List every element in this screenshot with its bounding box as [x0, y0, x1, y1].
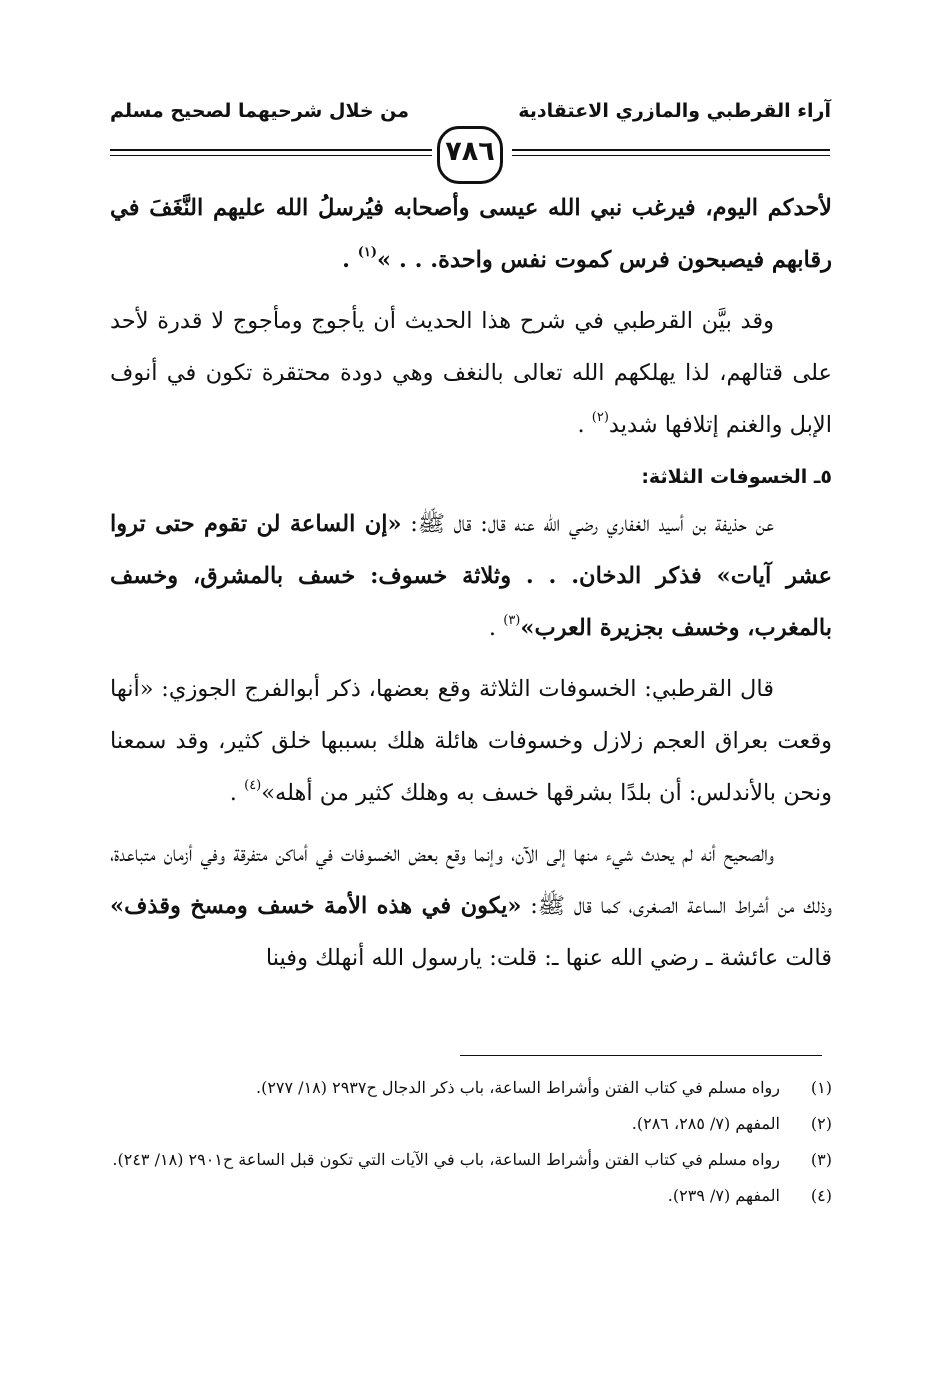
- paragraph-3: [110, 498, 832, 654]
- footnote-ref-3: (٣): [503, 613, 521, 628]
- footnote-ref-2: (٢): [591, 410, 609, 425]
- main-text: [110, 182, 832, 993]
- footnote-text: رواه مسلم في كتاب الفتن وأشراط الساعة، باب ذكر الدجال ح٢٩٣٧ (١٨/ ٢٧٧).: [255, 1078, 780, 1097]
- paragraph-4: [110, 663, 832, 819]
- hadith-quote-2: «يكون في هذه الأمة خسف ومسخ وقذف»: [110, 893, 522, 919]
- footnote-text: المفهم (٧/ ٢٨٥، ٢٨٦).: [631, 1114, 780, 1133]
- header-rule-left-top: [110, 149, 432, 151]
- footnote-4: [110, 1180, 832, 1211]
- footnote-ref-1: (١): [357, 245, 378, 260]
- footnote-ref-4: (٤): [244, 778, 262, 793]
- header-rule-left-bottom: [110, 155, 432, 156]
- paragraph-4-end: .: [229, 780, 237, 806]
- paragraph-4-text: قال القرطبي: الخسوفات الثلاثة وقع بعضها، ذكر أبوالفرج الجوزي: «أنها وقعت بعراق العجم زلازل وخسوفات هائلة هلك بسببها خلق كثير، وقد سمعنا ونحن بالأندلس: أن بلدًا بشرقها خسف به وهلك كثير من أهله»: [110, 676, 832, 806]
- running-header-book-title: آراء القرطبي والمازري الاعتقادية: [518, 100, 831, 122]
- header-rule-right-bottom: [512, 155, 830, 156]
- hadith-quote-1: «إن الساعة لن تقوم حتى تروا عشر آيات» فذكر الدخان. . . وثلاثة خسوف: خسف بالمشرق، وخسف بالمغرب، وخسف بجزيرة العرب»: [110, 511, 832, 641]
- footnote-3: [110, 1144, 832, 1175]
- footnote-2: [110, 1108, 832, 1139]
- paragraph-2-end: .: [577, 412, 585, 438]
- footnote-text: رواه مسلم في كتاب الفتن وأشراط الساعة، باب في الآيات التي تكون قبل الساعة ح٢٩٠١ (١٨/ ٢٤٣).: [112, 1150, 780, 1169]
- paragraph-3-end: .: [488, 615, 497, 641]
- footnote-text: المفهم (٧/ ٢٣٩).: [667, 1186, 780, 1205]
- running-header-subtitle: من خلال شرحيهما لصحيح مسلم: [110, 100, 410, 122]
- paragraph-2-text: وقد بيَّن القرطبي في شرح هذا الحديث أن يأجوج ومأجوج لا قدرة لأحد على قتالهم، لذا يهلكهم الله تعالى بالنغف وهي دودة محتقرة تكون في أنوف الإبل والغنم إتلافها شديد: [110, 308, 832, 438]
- footnote-number: (٤): [810, 1186, 832, 1205]
- footnote-number: (٢): [810, 1114, 832, 1133]
- footnote-number: (١): [810, 1078, 832, 1097]
- paragraph-3-intro: عن حذيفة بن أسيد الغفاري رضي الله عنه قال: قال ﷺ:: [410, 511, 774, 537]
- paragraph-1: [110, 182, 832, 286]
- footnote-number: (٣): [810, 1150, 832, 1169]
- paragraph-1-end: .: [342, 247, 350, 273]
- page-number: ٧٨٦: [437, 126, 503, 184]
- paragraph-1-text: لأحدكم اليوم، فيرغب نبي الله عيسى وأصحابه فيُرسلُ الله عليهم النَّغَفَ في رقابهم فيصبحون فرس كموت نفس واحدة. . . »: [110, 195, 832, 273]
- paragraph-5: [110, 828, 832, 984]
- footnotes: [110, 1072, 832, 1216]
- section-heading: ٥ـ الخسوفات الثلاثة:: [641, 466, 832, 488]
- paragraph-5-text: والصحيح أنه لم يحدث شيء منها إلى الآن، وإنما وقع بعض الخسوفات في أماكن متفرقة وفي أزمان متباعدة، وذلك من أشراط الساعة الصغرى، كما قال ﷺ:: [110, 841, 833, 919]
- header-rule-right-top: [512, 149, 830, 151]
- footnote-1: [110, 1072, 832, 1103]
- paragraph-2: [110, 295, 832, 451]
- paragraph-5-tail: قالت عائشة ـ رضي الله عنها ـ: قلت: يارسول الله أنهلك وفينا: [265, 945, 832, 971]
- footnote-separator: [460, 1055, 822, 1056]
